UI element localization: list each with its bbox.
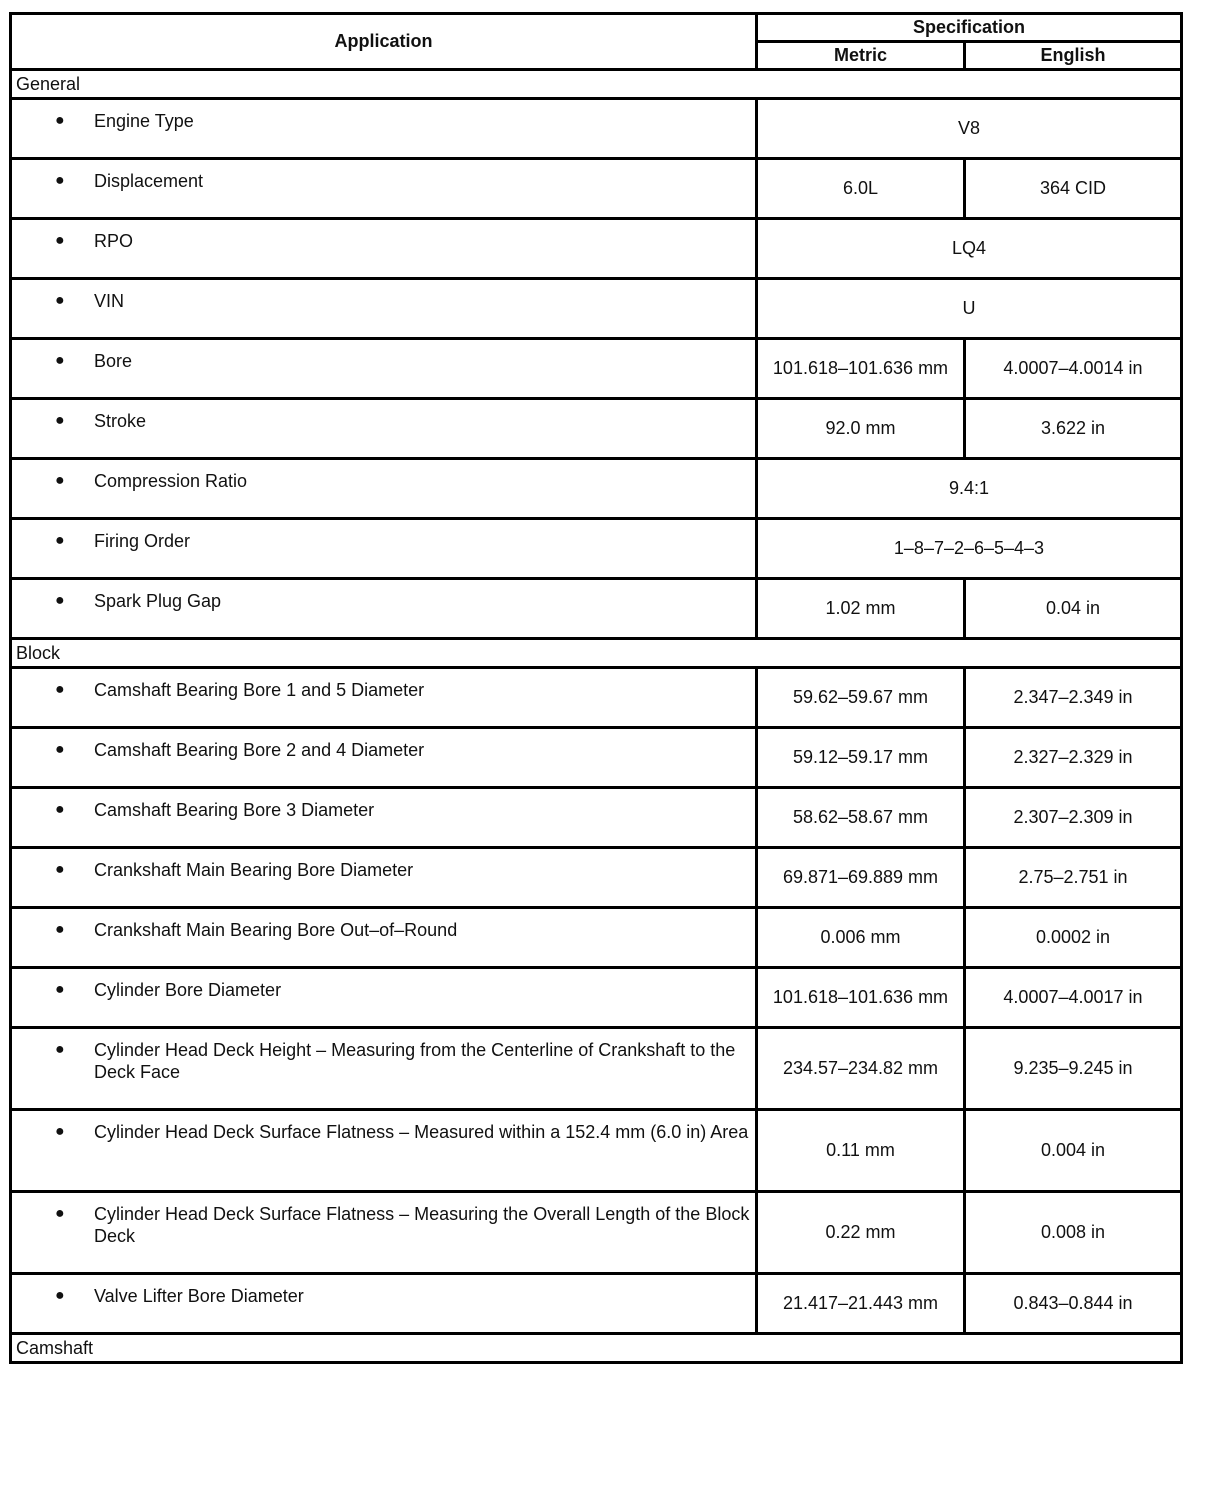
- row-english: 4.0007–4.0014 in: [965, 339, 1182, 399]
- row-metric: 69.871–69.889 mm: [757, 848, 965, 908]
- english-header: English: [965, 42, 1182, 70]
- row-label: Firing Order: [94, 531, 191, 551]
- row-label: Valve Lifter Bore Diameter: [94, 1286, 304, 1306]
- row-metric: 58.62–58.67 mm: [757, 788, 965, 848]
- row-label: Compression Ratio: [94, 471, 248, 491]
- row-english: 2.327–2.329 in: [965, 728, 1182, 788]
- section-camshaft: Camshaft: [11, 1334, 1182, 1363]
- row-value: U: [757, 279, 1182, 339]
- bullet-icon: ●: [55, 592, 65, 609]
- table-row: [11, 519, 1182, 579]
- row-label: Cylinder Head Deck Surface Flatness – Measuring the Overall Length of the Block Deck: [94, 1204, 750, 1246]
- bullet-icon: ●: [55, 352, 65, 369]
- row-label: Cylinder Head Deck Height – Measuring from the Centerline of Crankshaft to the Deck Face: [94, 1040, 736, 1082]
- bullet-icon: ●: [55, 292, 65, 309]
- table-row: [11, 399, 1182, 459]
- application-header: Application: [11, 14, 757, 70]
- bullet-icon: ●: [55, 1041, 65, 1058]
- spec-table: [9, 12, 1183, 1364]
- row-english: 0.04 in: [965, 579, 1182, 639]
- row-label: RPO: [94, 231, 134, 251]
- row-label: Spark Plug Gap: [94, 591, 222, 611]
- row-metric: 1.02 mm: [757, 579, 965, 639]
- row-english: 0.843–0.844 in: [965, 1274, 1182, 1334]
- section-block: Block: [11, 639, 1182, 668]
- row-english: 3.622 in: [965, 399, 1182, 459]
- row-label: Engine Type: [94, 111, 194, 131]
- row-metric: 101.618–101.636 mm: [757, 968, 965, 1028]
- table-row: [11, 1274, 1182, 1334]
- bullet-icon: ●: [55, 532, 65, 549]
- row-label: Camshaft Bearing Bore 2 and 4 Diameter: [94, 740, 425, 760]
- table-row: [11, 99, 1182, 159]
- row-english: 4.0007–4.0017 in: [965, 968, 1182, 1028]
- spec-page: [9, 12, 1180, 1364]
- table-row: [11, 159, 1182, 219]
- row-label: Crankshaft Main Bearing Bore Out–of–Round: [94, 920, 458, 940]
- bullet-icon: ●: [55, 741, 65, 758]
- row-metric: 59.12–59.17 mm: [757, 728, 965, 788]
- row-metric: 0.006 mm: [757, 908, 965, 968]
- table-row: [11, 459, 1182, 519]
- row-value: 1–8–7–2–6–5–4–3: [757, 519, 1182, 579]
- row-english: 2.347–2.349 in: [965, 668, 1182, 728]
- row-english: 2.307–2.309 in: [965, 788, 1182, 848]
- table-row: [11, 728, 1182, 788]
- row-metric: 21.417–21.443 mm: [757, 1274, 965, 1334]
- bullet-icon: ●: [55, 921, 65, 938]
- table-row: [11, 279, 1182, 339]
- row-english: 0.004 in: [965, 1110, 1182, 1192]
- row-label: Crankshaft Main Bearing Bore Diameter: [94, 860, 414, 880]
- row-english: 2.75–2.751 in: [965, 848, 1182, 908]
- row-metric: 234.57–234.82 mm: [757, 1028, 965, 1110]
- metric-header: Metric: [757, 42, 965, 70]
- row-metric: 101.618–101.636 mm: [757, 339, 965, 399]
- table-row: [11, 1028, 1182, 1110]
- bullet-icon: ●: [55, 232, 65, 249]
- row-label: VIN: [94, 291, 125, 311]
- table-row: [11, 848, 1182, 908]
- row-english: 0.008 in: [965, 1192, 1182, 1274]
- row-label: Stroke: [94, 411, 147, 431]
- table-row: [11, 1110, 1182, 1192]
- row-value: LQ4: [757, 219, 1182, 279]
- row-label: Displacement: [94, 171, 204, 191]
- bullet-icon: ●: [55, 1205, 65, 1222]
- bullet-icon: ●: [55, 681, 65, 698]
- section-general: General: [11, 70, 1182, 99]
- row-metric: 92.0 mm: [757, 399, 965, 459]
- specification-header: Specification: [757, 14, 1182, 42]
- bullet-icon: ●: [55, 801, 65, 818]
- bullet-icon: ●: [55, 981, 65, 998]
- bullet-icon: ●: [55, 412, 65, 429]
- table-row: [11, 339, 1182, 399]
- row-label: Bore: [94, 351, 133, 371]
- bullet-icon: ●: [55, 172, 65, 189]
- table-row: [11, 908, 1182, 968]
- table-row: [11, 968, 1182, 1028]
- row-label: Cylinder Head Deck Surface Flatness – Measured within a 152.4 mm (6.0 in) Area: [94, 1122, 749, 1142]
- row-metric: 59.62–59.67 mm: [757, 668, 965, 728]
- bullet-icon: ●: [55, 112, 65, 129]
- table-row: [11, 579, 1182, 639]
- row-label: Cylinder Bore Diameter: [94, 980, 282, 1000]
- bullet-icon: ●: [55, 861, 65, 878]
- row-value: 9.4:1: [757, 459, 1182, 519]
- row-metric: 0.22 mm: [757, 1192, 965, 1274]
- table-row: [11, 219, 1182, 279]
- bullet-icon: ●: [55, 1287, 65, 1304]
- row-metric: 0.11 mm: [757, 1110, 965, 1192]
- row-english: 364 CID: [965, 159, 1182, 219]
- row-english: 9.235–9.245 in: [965, 1028, 1182, 1110]
- table-row: [11, 788, 1182, 848]
- bullet-icon: ●: [55, 1123, 65, 1140]
- row-value: V8: [757, 99, 1182, 159]
- table-row: [11, 1192, 1182, 1274]
- row-english: 0.0002 in: [965, 908, 1182, 968]
- row-label: Camshaft Bearing Bore 3 Diameter: [94, 800, 375, 820]
- table-row: [11, 668, 1182, 728]
- bullet-icon: ●: [55, 472, 65, 489]
- row-metric: 6.0L: [757, 159, 965, 219]
- row-label: Camshaft Bearing Bore 1 and 5 Diameter: [94, 680, 425, 700]
